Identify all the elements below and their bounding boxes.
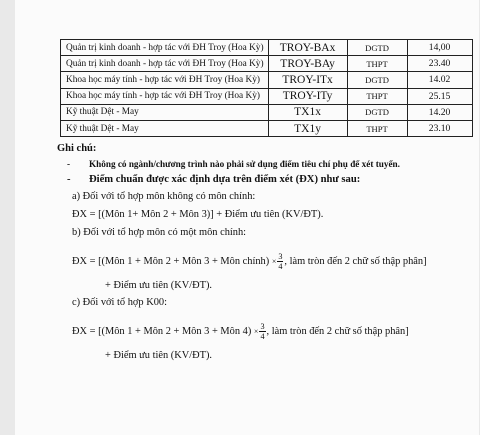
note-item-no-tiebreak <box>67 159 400 169</box>
table-row <box>61 40 473 56</box>
table-row <box>61 88 473 104</box>
method-cell: THPT <box>347 56 407 72</box>
table-row <box>61 72 473 88</box>
admission-score-table <box>60 39 473 137</box>
formula-start: ĐX = [(Môn 1 + Môn 2 + Môn 3 + Môn 4) <box>72 325 252 337</box>
case-c-label: c) Đối với tổ hợp K00: <box>72 297 167 308</box>
method-cell: DGTD <box>347 40 407 56</box>
score-cell: 14.02 <box>407 72 472 88</box>
note-text: Không có ngành/chương trình nào phải sử dụng điểm tiêu chí phụ để xét tuyển. <box>89 159 400 169</box>
code-cell: TROY-ITy <box>268 88 347 104</box>
formula-end: , làm tròn đến 2 chữ số thập phân] <box>284 255 427 267</box>
code-cell: TX1x <box>268 104 347 120</box>
case-b-formula-continued: + Điểm ưu tiên (KV/ĐT). <box>105 280 213 291</box>
table-row <box>61 120 473 136</box>
score-cell: 25.15 <box>407 88 472 104</box>
document-page <box>15 0 479 435</box>
major-cell: Quản trị kinh doanh - hợp tác với ĐH Troy (Hoa Kỳ) <box>61 56 269 72</box>
major-cell: Quản trị kinh doanh - hợp tác với ĐH Troy (Hoa Kỳ) <box>61 40 269 56</box>
case-b-label: b) Đối với tổ hợp môn có một môn chính: <box>72 227 247 238</box>
bullet-dash: - <box>67 174 71 185</box>
table-row <box>61 56 473 72</box>
note-text: Điểm chuẩn được xác định dựa trên điểm xét (ĐX) như sau: <box>89 174 361 185</box>
method-cell: THPT <box>347 120 407 136</box>
case-a-label: a) Đối với tổ hợp môn không có môn chính: <box>72 191 256 202</box>
score-cell: 14,00 <box>407 40 472 56</box>
method-cell: DGTD <box>347 104 407 120</box>
method-cell: DGTD <box>347 72 407 88</box>
multiply-sign: × <box>271 256 277 266</box>
fraction-denominator: 4 <box>278 262 283 271</box>
three-quarters-fraction <box>259 322 265 341</box>
three-quarters-fraction <box>277 252 283 271</box>
formula-start: ĐX = [(Môn 1 + Môn 2 + Môn 3 + Môn chính) <box>72 255 270 267</box>
major-cell: Kỹ thuật Dệt - May <box>61 120 269 136</box>
code-cell: TX1y <box>268 120 347 136</box>
case-b-formula <box>72 252 427 271</box>
score-cell: 23.40 <box>407 56 472 72</box>
fraction-denominator: 4 <box>260 332 265 341</box>
method-cell: THPT <box>347 88 407 104</box>
notes-title: Ghi chú: <box>57 143 97 154</box>
table-row <box>61 104 473 120</box>
case-c-formula <box>72 322 409 341</box>
major-cell: Khoa học máy tính - hợp tác với ĐH Troy (Hoa Kỳ) <box>61 72 269 88</box>
fraction-numerator: 3 <box>278 252 283 261</box>
code-cell: TROY-BAx <box>268 40 347 56</box>
formula-end: , làm tròn đến 2 chữ số thập phân] <box>266 325 409 337</box>
multiply-sign: × <box>253 326 259 336</box>
case-a-formula: ĐX = [(Môn 1+ Môn 2 + Môn 3)] + Điểm ưu tiên (KV/ĐT). <box>72 209 324 220</box>
note-item-score-formula <box>67 174 361 185</box>
code-cell: TROY-BAy <box>268 56 347 72</box>
score-cell: 23.10 <box>407 120 472 136</box>
major-cell: Khoa học máy tính - hợp tác với ĐH Troy (Hoa Kỳ) <box>61 88 269 104</box>
case-c-formula-continued: + Điểm ưu tiên (KV/ĐT). <box>105 350 213 361</box>
score-cell: 14.20 <box>407 104 472 120</box>
fraction-numerator: 3 <box>260 322 265 331</box>
code-cell: TROY-ITx <box>268 72 347 88</box>
bullet-dash: - <box>67 159 71 169</box>
major-cell: Kỹ thuật Dệt - May <box>61 104 269 120</box>
